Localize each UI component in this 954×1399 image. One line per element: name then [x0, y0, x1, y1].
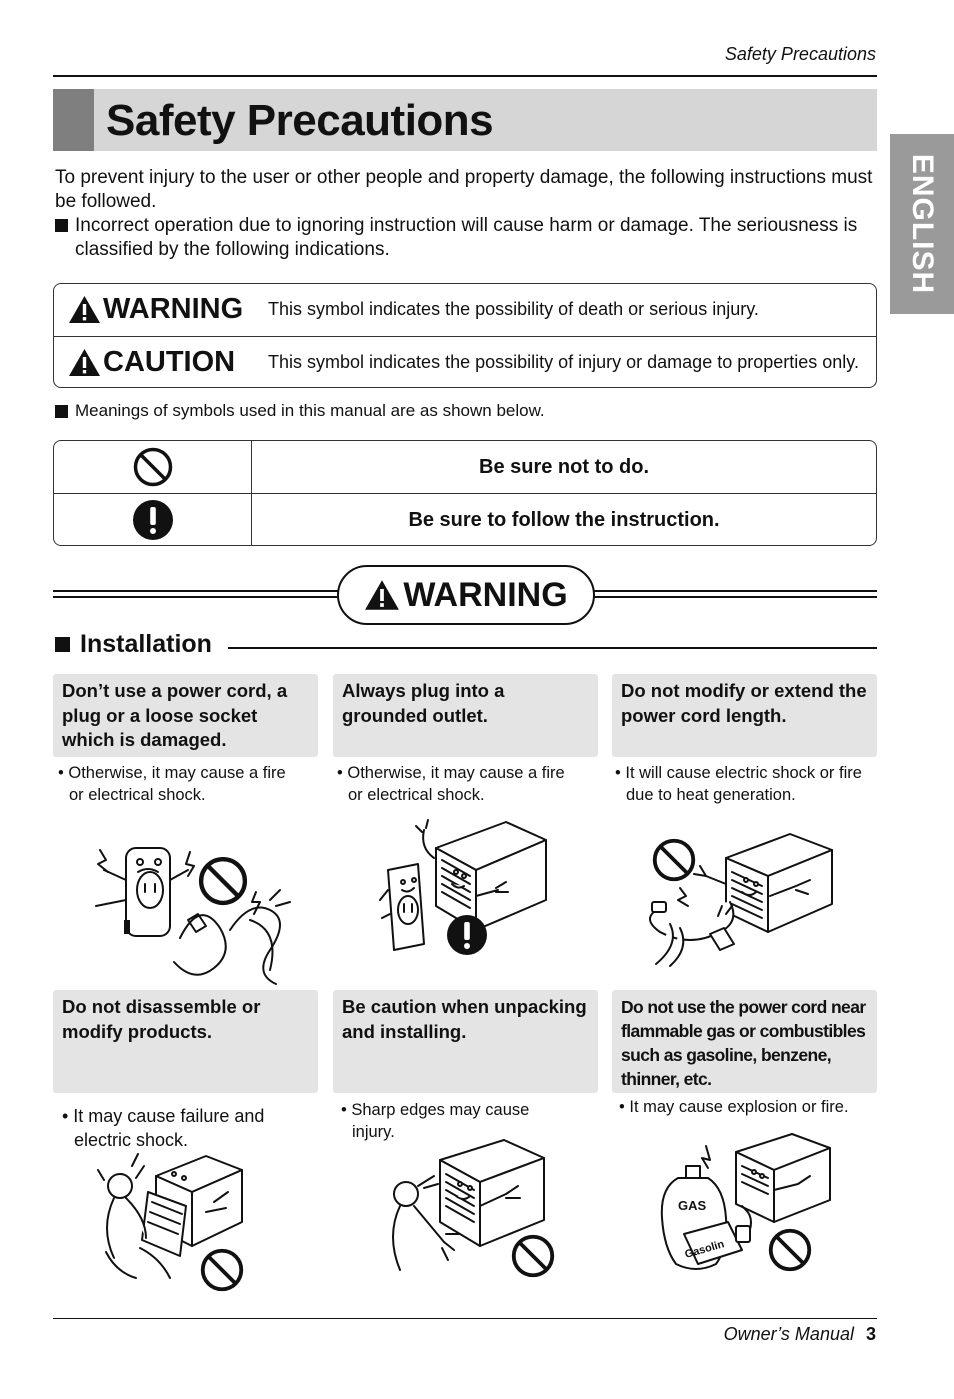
gas-can-label: GAS	[678, 1198, 707, 1213]
caution-label	[54, 346, 268, 379]
signal-words-box	[53, 283, 877, 388]
symbol-meaning: Be sure not to do.	[479, 455, 649, 478]
item-note-line: electric shock.	[74, 1130, 189, 1150]
page-title: Safety Precautions	[106, 96, 494, 145]
language-tab	[890, 134, 954, 314]
intro-bullet-text: Incorrect operation due to ignoring instruction will cause harm or damage. The seriousness is classified by the following indications.	[75, 215, 858, 260]
symbol-cell	[54, 441, 252, 493]
header-rule	[53, 75, 877, 77]
item-note-line: or electrical shock.	[69, 786, 206, 804]
item-note	[62, 1104, 318, 1152]
gasoline-can-label: Gasolin	[683, 1238, 726, 1261]
item-card: Be caution when unpacking and installing.	[333, 990, 598, 1093]
caution-row	[54, 336, 876, 388]
item-note-line: due to heat generation.	[626, 786, 796, 804]
running-header: Safety Precautions	[724, 44, 876, 64]
intro-paragraph: To prevent injury to the user or other people and property damage, the following instructions must be followed.	[55, 167, 873, 212]
item-note-line: injury.	[352, 1123, 395, 1141]
prohibition-icon	[133, 447, 173, 487]
caution-word: CAUTION	[103, 346, 236, 378]
item-note-line: • It may cause explosion or fire.	[619, 1098, 849, 1116]
mandatory-icon	[132, 499, 174, 541]
warning-banner-label: WARNING	[403, 575, 568, 614]
symbol-meaning: Be sure to follow the instruction.	[408, 508, 720, 531]
intro	[55, 166, 875, 262]
item-card: Always plug into a grounded outlet.	[333, 674, 598, 757]
warning-label	[54, 293, 268, 326]
item-card: Do not disassemble or modify products.	[53, 990, 318, 1093]
page-number: 3	[865, 1324, 876, 1344]
warning-triangle-icon	[364, 579, 400, 611]
warning-banner	[337, 565, 595, 625]
item-card: Do not use the power cord near flammable gas or combustibles such as gasoline, benzene, thinner, etc.	[612, 990, 877, 1093]
section-heading	[55, 630, 212, 659]
footer-label: Owner’s Manual	[723, 1324, 854, 1344]
item-note-line: • It may cause failure and	[62, 1106, 265, 1126]
square-bullet-icon	[55, 637, 70, 652]
item-note	[615, 762, 877, 806]
warning-triangle-icon	[68, 295, 101, 324]
damaged-plug-illustration	[80, 820, 300, 985]
item-note-line: • Otherwise, it may cause a fire	[58, 764, 286, 782]
language-tab-label: ENGLISH	[906, 153, 939, 295]
prohibition-icon	[200, 1248, 244, 1292]
warning-row	[54, 284, 876, 335]
mandatory-icon	[446, 914, 488, 956]
intro-bullet	[55, 214, 875, 262]
item-note	[619, 1096, 877, 1118]
prohibition-icon	[768, 1228, 812, 1272]
item-note-line: • Sharp edges may cause	[341, 1101, 530, 1119]
item-note-line: or electrical shock.	[348, 786, 485, 804]
section-title: Installation	[80, 630, 212, 658]
prohibition-icon	[198, 856, 248, 906]
prohibition-icon	[511, 1234, 555, 1278]
section-rule	[228, 647, 877, 649]
footer	[724, 1324, 876, 1345]
item-card: Do not modify or extend the power cord length.	[612, 674, 877, 757]
warning-description: This symbol indicates the possibility of death or serious injury.	[268, 299, 759, 319]
square-bullet-icon	[55, 405, 68, 418]
caution-triangle-icon	[68, 348, 101, 377]
symbols-intro-text: Meanings of symbols used in this manual are as shown below.	[75, 401, 545, 420]
prohibition-icon	[652, 838, 696, 882]
item-card: Don’t use a power cord, a plug or a loose socket which is damaged.	[53, 674, 318, 757]
item-note-line: • It will cause electric shock or fire	[615, 764, 862, 782]
warning-word: WARNING	[103, 293, 244, 325]
symbol-row-mandatory	[54, 493, 876, 546]
title-accent-block	[53, 89, 94, 151]
item-note	[337, 762, 597, 806]
footer-rule	[53, 1318, 877, 1319]
square-bullet-icon	[55, 219, 68, 232]
symbols-table	[53, 440, 877, 546]
item-note-line: • Otherwise, it may cause a fire	[337, 764, 565, 782]
caution-description: This symbol indicates the possibility of injury or damage to properties only.	[268, 352, 859, 372]
symbol-cell	[54, 494, 252, 546]
symbols-intro	[55, 401, 545, 421]
symbol-row-prohibition	[54, 441, 876, 493]
item-note	[58, 762, 318, 806]
